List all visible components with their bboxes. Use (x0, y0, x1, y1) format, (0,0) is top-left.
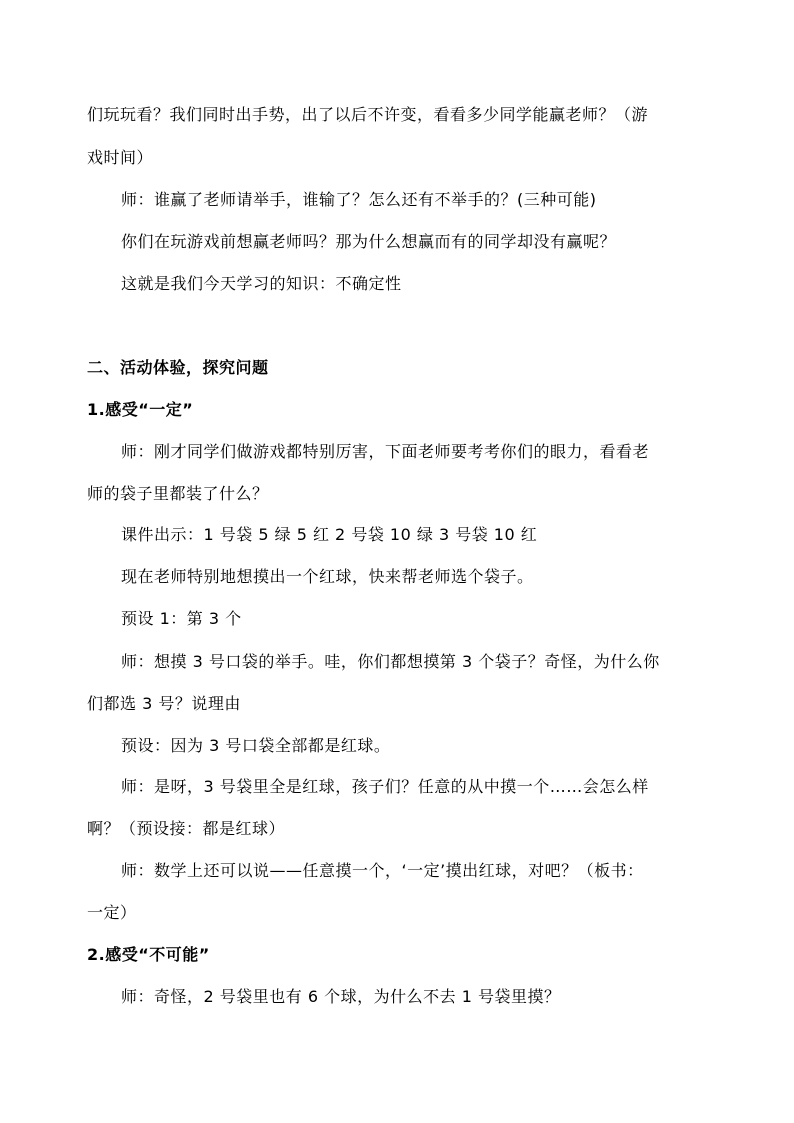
paragraph-line: 们都选 3 号？说理由 (87, 694, 241, 713)
paragraph-line: 预设 1：第 3 个 (121, 609, 242, 628)
section-heading: 二、活动体验，探究问题 (87, 358, 269, 377)
paragraph-line: 预设：因为 3 号口袋全部都是红球。 (121, 736, 391, 755)
paragraph-line: 你们在玩游戏前想赢老师吗？那为什么想赢而有的同学却没有赢呢？ (121, 232, 617, 251)
paragraph-line: 课件出示：1 号袋 5 绿 5 红 2 号袋 10 绿 3 号袋 10 红 (121, 525, 538, 544)
paragraph-line: 这就是我们今天学习的知识：不确定性 (121, 274, 402, 293)
subsection-heading: 2.感受“不可能” (87, 945, 210, 964)
paragraph-line: 们玩玩看？我们同时出手势，出了以后不许变，看看多少同学能赢老师？（游 (87, 105, 649, 124)
paragraph-line: 啊？（预设接：都是红球） (87, 819, 286, 838)
paragraph-line: 师：奇怪，2 号袋里也有 6 个球，为什么不去 1 号袋里摸？ (121, 987, 561, 1006)
paragraph-line: 一定） (87, 903, 137, 922)
paragraph-line: 师：是呀，3 号袋里全是红球，孩子们？任意的从中摸一个……会怎么样 (121, 777, 649, 796)
paragraph-line: 戏时间） (87, 148, 154, 167)
subsection-heading: 1.感受“一定” (87, 400, 194, 419)
paragraph-line: 师：想摸 3 号口袋的举手。哇，你们都想摸第 3 个袋子？奇怪，为什么你 (121, 652, 660, 671)
paragraph-line: 师：谁赢了老师请举手，谁输了？怎么还有不举手的？(三种可能) (121, 190, 597, 209)
paragraph-line: 师的袋子里都装了什么？ (87, 484, 269, 503)
paragraph-line: 师：刚才同学们做游戏都特别厉害，下面老师要考考你们的眼力，看看老 (121, 442, 650, 461)
paragraph-line: 现在老师特别地想摸出一个红球，快来帮老师选个袋子。 (121, 567, 534, 586)
paragraph-line: 师：数学上还可以说——任意摸一个，‘一定’摸出红球，对吧？（板书： (121, 861, 644, 880)
